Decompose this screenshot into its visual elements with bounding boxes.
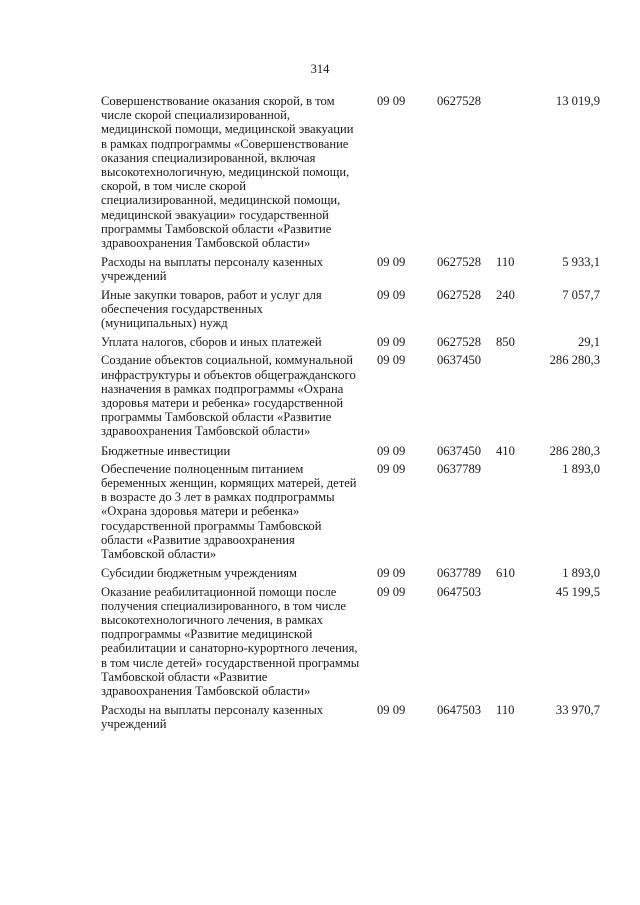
table-row — [0, 255, 640, 283]
row-name: Иные закупки товаров, работ и услуг для обеспечения государственных (муниципальных) нужд — [101, 287, 322, 331]
table-row — [0, 94, 640, 250]
row-expense-type: 410 — [496, 443, 515, 458]
row-name: Расходы на выплаты персоналу казенных учреждений — [101, 703, 324, 732]
row-section-code: 09 09 — [377, 461, 406, 476]
table-row — [0, 353, 640, 438]
row-amount: 29,1 — [577, 335, 600, 350]
row-expense-type: 110 — [496, 703, 515, 718]
table-row — [0, 335, 640, 349]
row-amount: 286 280,3 — [549, 353, 600, 368]
row-amount: 1 893,0 — [562, 461, 600, 476]
table-row — [0, 444, 640, 458]
row-name: Обеспечение полноценным питанием беременных женщин, кормящих матерей, детей в возрасте до 3 лет в рамках подпрограммы «Охрана здоровья матери и ребенка» государственной программы Тамбовской области «Развитие здравоохранения Тамбовской области» — [101, 461, 357, 562]
table-row — [0, 703, 640, 731]
row-expense-type: 610 — [496, 566, 515, 581]
row-section-code: 09 09 — [377, 703, 406, 718]
table-row — [0, 585, 640, 699]
row-target-code: 0627528 — [437, 335, 482, 350]
table-row — [0, 566, 640, 580]
row-target-code: 0647503 — [437, 584, 482, 599]
row-expense-type: 110 — [496, 255, 515, 270]
row-target-code: 0627528 — [437, 287, 482, 302]
row-section-code: 09 09 — [377, 94, 406, 108]
row-name: Совершенствование оказания скорой, в том числе скорой специализированной, медицинской помощи, медицинской эвакуации в рамках подпрограммы «Совершенствование оказания специализированной, включая высокотехнологичную, медицинской помощи, скорой, в том числе скорой специализированной, медицинской помощи, медицинской эвакуации» государственной программы Тамбовской области «Развитие здравоохранения Тамбовской области» — [101, 94, 354, 251]
row-amount: 286 280,3 — [549, 443, 600, 458]
row-name: Расходы на выплаты персоналу казенных учреждений — [101, 255, 324, 284]
row-target-code: 0627528 — [437, 94, 482, 108]
table-row — [0, 462, 640, 561]
row-target-code: 0627528 — [437, 255, 482, 270]
row-expense-type: 240 — [496, 287, 515, 302]
row-target-code: 0637789 — [437, 461, 482, 476]
row-amount: 45 199,5 — [555, 584, 600, 599]
row-amount: 7 057,7 — [562, 287, 600, 302]
page-number: 314 — [310, 62, 330, 76]
table-row — [0, 288, 640, 331]
row-section-code: 09 09 — [377, 335, 406, 350]
row-name: Субсидии бюджетным учреждениям — [101, 566, 297, 581]
row-section-code: 09 09 — [377, 566, 406, 581]
row-name: Создание объектов социальной, коммунальной инфраструктуры и объектов общегражданского назначения в рамках подпрограммы «Охрана здоровья матери и ребенка» государственной программы Тамбовской области «Развитие здравоохранения Тамбовской области» — [101, 353, 356, 439]
row-section-code: 09 09 — [377, 353, 406, 368]
row-amount: 5 933,1 — [562, 255, 600, 270]
row-amount: 33 970,7 — [555, 703, 600, 718]
budget-table — [0, 94, 640, 732]
row-section-code: 09 09 — [377, 255, 406, 270]
row-section-code: 09 09 — [377, 287, 406, 302]
row-name: Уплата налогов, сборов и иных платежей — [101, 335, 322, 350]
row-target-code: 0637789 — [437, 566, 482, 581]
row-name: Бюджетные инвестиции — [101, 443, 231, 458]
row-section-code: 09 09 — [377, 584, 406, 599]
row-target-code: 0637450 — [437, 353, 482, 368]
row-amount: 1 893,0 — [562, 566, 600, 581]
row-target-code: 0637450 — [437, 443, 482, 458]
row-section-code: 09 09 — [377, 443, 406, 458]
row-name: Оказание реабилитационной помощи после получения специализированного, в том числе высокотехнологичного лечения, в рамках подпрограммы «Развитие медицинской реабилитации и санаторно-курортного лечения, в том числе детей» государственной программы Тамбовской области «Развитие здравоохранения Тамбовской области» — [101, 584, 360, 698]
row-amount: 13 019,9 — [555, 94, 600, 108]
row-target-code: 0647503 — [437, 703, 482, 718]
row-expense-type: 850 — [496, 335, 515, 350]
